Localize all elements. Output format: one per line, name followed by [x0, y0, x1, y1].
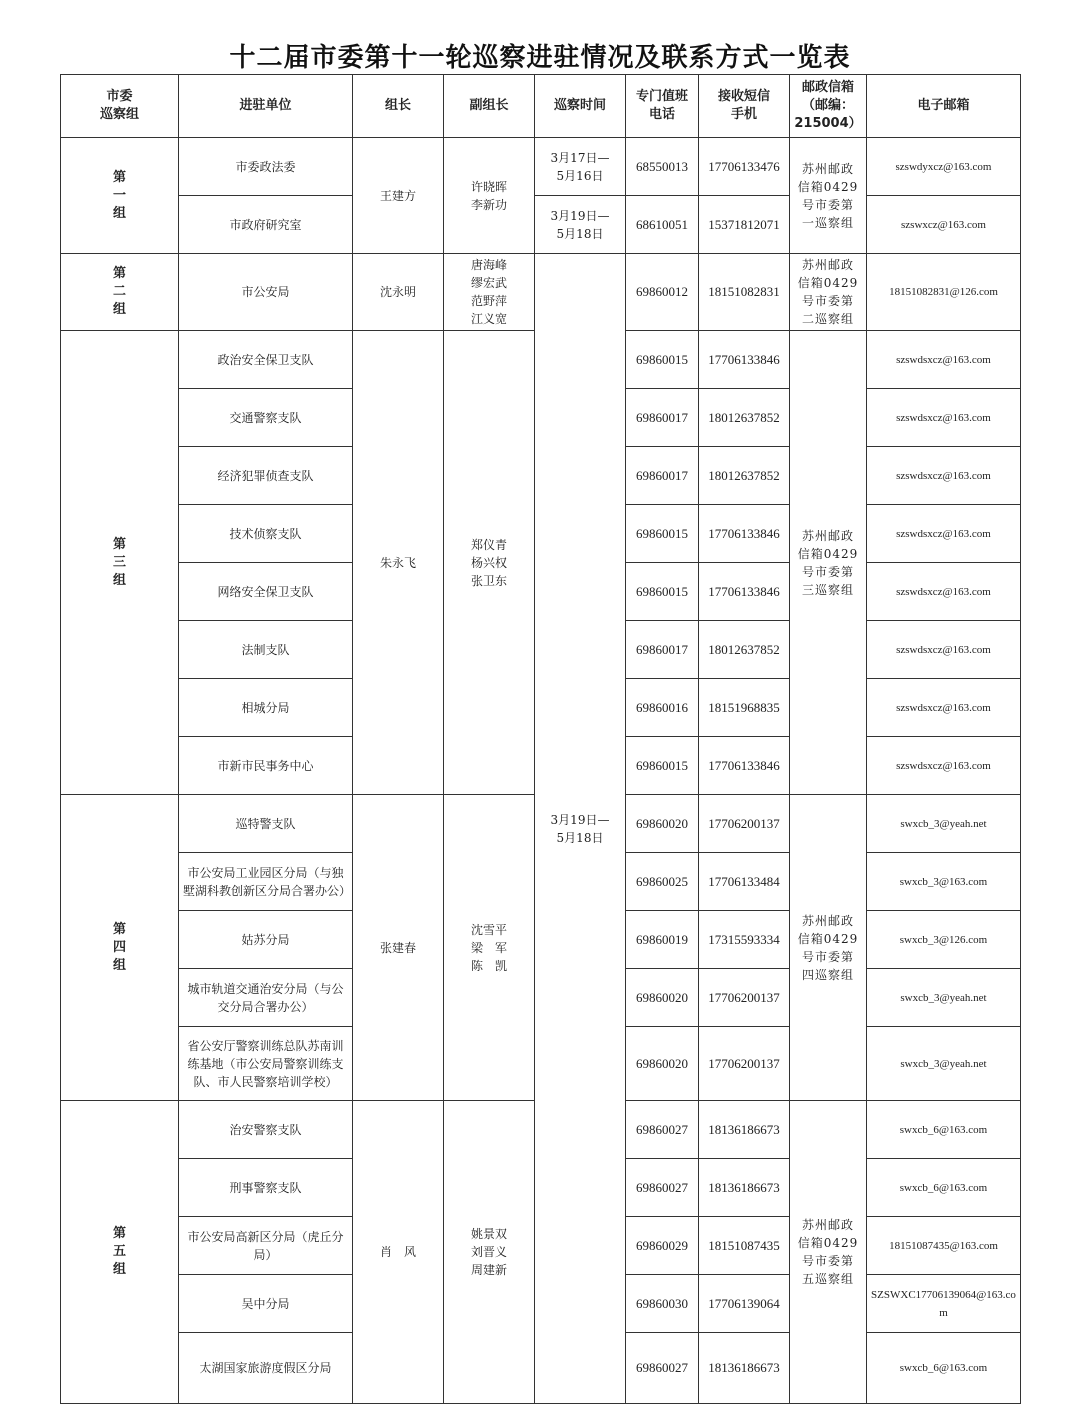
sms-cell: 17706133846 — [699, 331, 790, 389]
email-cell: 18151087435@163.com — [867, 1217, 1021, 1275]
sms-cell: 17706133484 — [699, 853, 790, 911]
table-row — [61, 196, 1021, 254]
email-cell: swxcb_6@163.com — [867, 1159, 1021, 1217]
header-sms: 接收短信 手机 — [699, 75, 790, 138]
deputy-cell: 姚景双 刘晋义 周建新 — [444, 1101, 535, 1404]
email-cell: swxcb_3@yeah.net — [867, 1027, 1021, 1101]
sms-cell: 17706200137 — [699, 1027, 790, 1101]
sms-cell: 18136186673 — [699, 1101, 790, 1159]
unit-cell: 太湖国家旅游度假区分局 — [179, 1333, 353, 1404]
unit-cell: 治安警察支队 — [179, 1101, 353, 1159]
postal-cell: 苏州邮政 信箱0429 号市委第 三巡察组 — [790, 331, 867, 795]
email-cell: swxcb_6@163.com — [867, 1333, 1021, 1404]
sms-cell: 17706133846 — [699, 563, 790, 621]
postal-cell: 苏州邮政 信箱0429 号市委第 一巡察组 — [790, 138, 867, 254]
email-cell: szswdsxcz@163.com — [867, 447, 1021, 505]
unit-cell: 网络安全保卫支队 — [179, 563, 353, 621]
email-cell: szswdsxcz@163.com — [867, 505, 1021, 563]
header-deputy: 副组长 — [444, 75, 535, 138]
unit-cell: 相城分局 — [179, 679, 353, 737]
time-cell: 3月19日— 5月18日 — [535, 254, 626, 1404]
sms-cell: 18012637852 — [699, 621, 790, 679]
header-email: 电子邮箱 — [867, 75, 1021, 138]
email-cell: swxcb_3@126.com — [867, 911, 1021, 969]
sms-cell: 18151968835 — [699, 679, 790, 737]
sms-cell: 18012637852 — [699, 389, 790, 447]
sms-cell: 15371812071 — [699, 196, 790, 254]
postal-cell: 苏州邮政 信箱0429 号市委第 二巡察组 — [790, 254, 867, 331]
phone-cell: 69860015 — [626, 331, 699, 389]
phone-cell: 69860020 — [626, 795, 699, 853]
group-name: 第 四 组 — [61, 795, 179, 1101]
unit-cell: 巡特警支队 — [179, 795, 353, 853]
page-title: 十二届市委第十一轮巡察进驻情况及联系方式一览表 — [229, 43, 851, 73]
header-unit: 进驻单位 — [179, 75, 353, 138]
phone-cell: 69860027 — [626, 1333, 699, 1404]
phone-cell: 69860019 — [626, 911, 699, 969]
deputy-cell: 郑仪青 杨兴权 张卫东 — [444, 331, 535, 795]
email-cell: swxcb_3@163.com — [867, 853, 1021, 911]
sms-cell: 17706139064 — [699, 1275, 790, 1333]
unit-cell: 吴中分局 — [179, 1275, 353, 1333]
unit-cell: 市公安局 — [179, 254, 353, 331]
leader-cell: 沈永明 — [353, 254, 444, 331]
sms-cell: 18136186673 — [699, 1333, 790, 1404]
email-cell: swxcb_3@yeah.net — [867, 795, 1021, 853]
inspection-table — [60, 74, 1021, 1404]
unit-cell: 交通警察支队 — [179, 389, 353, 447]
phone-cell: 69860017 — [626, 621, 699, 679]
header-leader: 组长 — [353, 75, 444, 138]
phone-cell: 69860025 — [626, 853, 699, 911]
unit-cell: 法制支队 — [179, 621, 353, 679]
sms-cell: 17315593334 — [699, 911, 790, 969]
phone-cell: 69860027 — [626, 1159, 699, 1217]
phone-cell: 69860015 — [626, 505, 699, 563]
time-cell: 3月19日— 5月18日 — [535, 196, 626, 254]
sms-cell: 17706133476 — [699, 138, 790, 196]
email-cell: szswdsxcz@163.com — [867, 389, 1021, 447]
unit-cell: 市政府研究室 — [179, 196, 353, 254]
email-cell: szswdyxcz@163.com — [867, 138, 1021, 196]
group-name: 第 三 组 — [61, 331, 179, 795]
sms-cell: 18012637852 — [699, 447, 790, 505]
phone-cell: 69860020 — [626, 969, 699, 1027]
deputy-cell: 唐海峰 缪宏武 范野萍 江义宽 — [444, 254, 535, 331]
phone-cell: 69860015 — [626, 737, 699, 795]
email-cell: 18151082831@126.com — [867, 254, 1021, 331]
leader-cell: 朱永飞 — [353, 331, 444, 795]
leader-cell: 肖 风 — [353, 1101, 444, 1404]
phone-cell: 69860016 — [626, 679, 699, 737]
sms-cell: 17706200137 — [699, 969, 790, 1027]
header-row — [61, 75, 1021, 138]
deputy-cell: 许晓晖 李新功 — [444, 138, 535, 254]
group-name: 第 一 组 — [61, 138, 179, 254]
header-group: 市委 巡察组 — [61, 75, 179, 138]
phone-cell: 69860012 — [626, 254, 699, 331]
phone-cell: 69860020 — [626, 1027, 699, 1101]
leader-cell: 张建春 — [353, 795, 444, 1101]
unit-cell: 市公安局高新区分局（虎丘分局） — [179, 1217, 353, 1275]
sms-cell: 18136186673 — [699, 1159, 790, 1217]
email-cell: swxcb_3@yeah.net — [867, 969, 1021, 1027]
time-cell: 3月17日— 5月16日 — [535, 138, 626, 196]
table-row — [61, 138, 1021, 196]
postal-cell: 苏州邮政 信箱0429 号市委第 五巡察组 — [790, 1101, 867, 1404]
group-name: 第 五 组 — [61, 1101, 179, 1404]
phone-cell: 69860029 — [626, 1217, 699, 1275]
unit-cell: 政治安全保卫支队 — [179, 331, 353, 389]
unit-cell: 技术侦察支队 — [179, 505, 353, 563]
phone-cell: 69860015 — [626, 563, 699, 621]
sms-cell: 17706200137 — [699, 795, 790, 853]
phone-cell: 69860017 — [626, 447, 699, 505]
phone-cell: 68610051 — [626, 196, 699, 254]
email-cell: swxcb_6@163.com — [867, 1101, 1021, 1159]
email-cell: szswdsxcz@163.com — [867, 331, 1021, 389]
email-cell: szswdsxcz@163.com — [867, 621, 1021, 679]
table-row — [61, 254, 1021, 331]
unit-cell: 经济犯罪侦查支队 — [179, 447, 353, 505]
phone-cell: 68550013 — [626, 138, 699, 196]
unit-cell: 市公安局工业园区分局（与独墅湖科教创新区分局合署办公） — [179, 853, 353, 911]
header-phone: 专门值班 电话 — [626, 75, 699, 138]
leader-cell: 王建方 — [353, 138, 444, 254]
phone-cell: 69860027 — [626, 1101, 699, 1159]
email-cell: szswxcz@163.com — [867, 196, 1021, 254]
unit-cell: 市新市民事务中心 — [179, 737, 353, 795]
unit-cell: 省公安厅警察训练总队苏南训练基地（市公安局警察训练支队、市人民警察培训学校） — [179, 1027, 353, 1101]
unit-cell: 市委政法委 — [179, 138, 353, 196]
header-postal: 邮政信箱 （邮编： 215004） — [790, 75, 867, 138]
group-name: 第 二 组 — [61, 254, 179, 331]
unit-cell: 城市轨道交通治安分局（与公交分局合署办公） — [179, 969, 353, 1027]
unit-cell: 姑苏分局 — [179, 911, 353, 969]
sms-cell: 18151082831 — [699, 254, 790, 331]
sms-cell: 18151087435 — [699, 1217, 790, 1275]
sms-cell: 17706133846 — [699, 737, 790, 795]
phone-cell: 69860030 — [626, 1275, 699, 1333]
sms-cell: 17706133846 — [699, 505, 790, 563]
email-cell: szswdsxcz@163.com — [867, 563, 1021, 621]
email-cell: SZSWXC17706139064@163.com — [867, 1275, 1021, 1333]
phone-cell: 69860017 — [626, 389, 699, 447]
deputy-cell: 沈雪平 梁 军 陈 凯 — [444, 795, 535, 1101]
unit-cell: 刑事警察支队 — [179, 1159, 353, 1217]
email-cell: szswdsxcz@163.com — [867, 679, 1021, 737]
email-cell: szswdsxcz@163.com — [867, 737, 1021, 795]
postal-cell: 苏州邮政 信箱0429 号市委第 四巡察组 — [790, 795, 867, 1101]
header-time: 巡察时间 — [535, 75, 626, 138]
